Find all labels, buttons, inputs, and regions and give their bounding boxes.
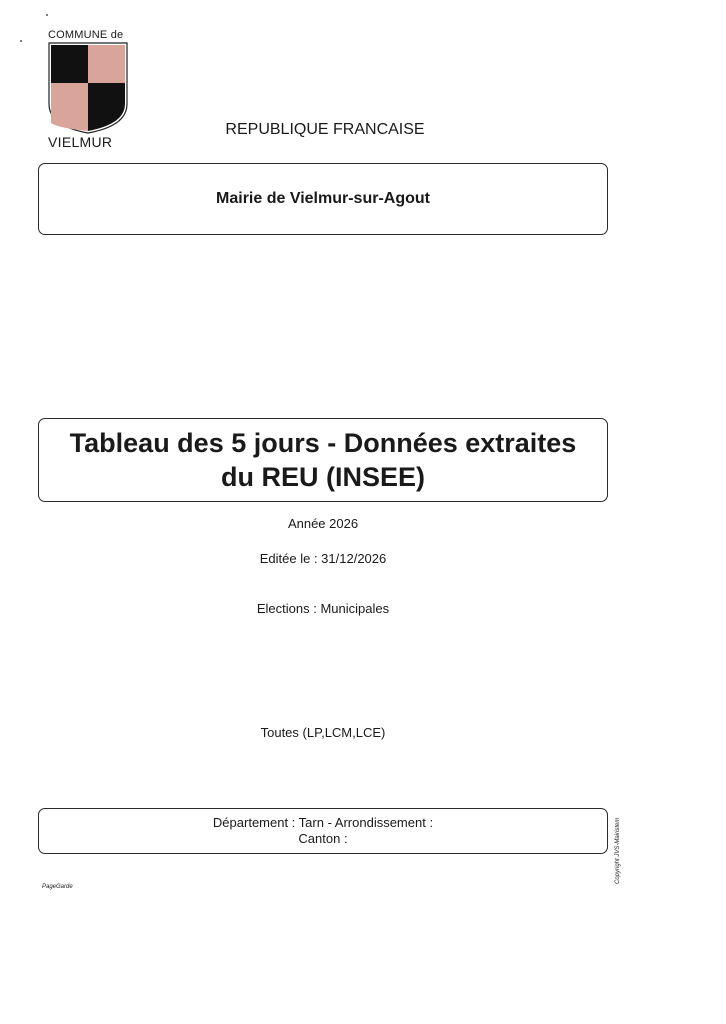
title-box [38,418,608,502]
editee-date: Editée le : 31/12/2026 [259,551,387,566]
mairie-box [38,163,608,235]
crest-bottom-text: VIELMUR [48,134,113,150]
page-label: PageGarde [42,884,73,890]
republic-heading: REPUBLIQUE FRANCAISE [225,121,425,138]
document-title [70,426,577,494]
elections-type: Elections : Municipales [256,601,390,616]
copyright-text: Copyright JVS-Mairistem [615,817,621,884]
annee-text: Année 2026 [287,516,359,531]
crest-shield-icon [48,42,128,134]
location-box [38,808,608,854]
scan-speck [20,40,22,42]
location-line-1: Département : Tarn - Arrondissement : [212,815,434,830]
crest-top-text: COMMUNE de [48,29,124,41]
document-title-line-1: Tableau des 5 jours - Données extraites [69,428,577,458]
document-title-line-2: du REU (INSEE) [220,462,425,492]
scan-speck [46,14,48,16]
location-line-2: Canton : [298,831,348,846]
listes-text: Toutes (LP,LCM,LCE) [260,725,386,740]
mairie-name: Mairie de Vielmur-sur-Agout [216,190,430,207]
